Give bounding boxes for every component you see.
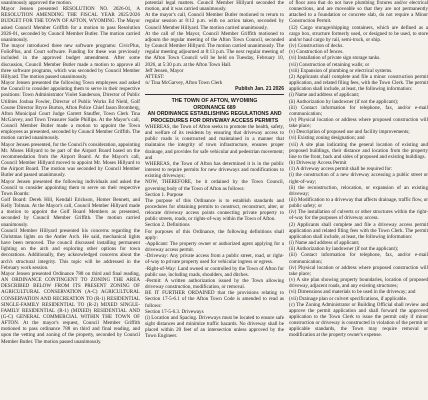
list-item: (iii) Modification to a driveway that affects drainage, traffic flow, or public safety; or	[289, 197, 428, 210]
list-item: (i) Name and address of applicant;	[289, 92, 360, 99]
paragraph: Mayor Jensen presented, for the Council's consideration, appointing Mr. Moses Hillyard to be part of the Airport Board based on the recommendation from the Airport Board. At the Mayor's call, Council Member Hillyard moved to appoint Mr. Moses Hillyard to the Airport Board. The motion was seconded by Council Member Butler and passed unanimously.	[1, 141, 140, 179]
paragraph: NOW, THEREFORE, be it ordained by the Town Council, governing body of the Town of Afton as follows:	[145, 179, 284, 192]
list-item: (vii) Construction of retaining walls; or	[289, 61, 370, 68]
notice-heading-town: THE TOWN OF AFTON, WYOMING	[171, 98, 258, 105]
paragraph: Golf Board: Derek Hill, Kendall Erickson, Homer Bennett, and Kelly Tolman. At the Mayor's call, Council Member Hillyard made a motion to appoint the Golf Board Members as presented, seconded by Council Member Griffith. The motion carried unanimously.	[1, 197, 140, 228]
list-item: (vi) Existing zoning designation; and	[289, 135, 365, 142]
column-2	[145, 0, 284, 400]
paragraph: Mayor Jensen presented Ordinance 788 on third and final reading, AN ORDINANCE CONTINGENT TO ZONING THE AREA DESCRIBED BELOW FROM ITS PRESENT ZONING OF AGRICULTURAL CONSERVATION (A-C) AGRICULTURAL CONSERVATION AND RECREATION TO (R-1) RESIDENTIAL SINGLE-FAMILY RESIDENTIAL TO (R-2) MIXED SINGLE-FAMILY RESIDENTIAL (R-1) (MIXED) RESIDENTIAL AND (G-C) GENERAL COMMERCIAL WITHIN THE TOWN OF AFTON. At the mayor's request, Council Member Griffith motioned to pass ordinance 788 on third and final reading, and upon the vetting and zoning of the property, seconded by Council Member Butler. The motion passed unanimously.	[1, 270, 140, 345]
paragraph: potential legal matters. Council Member Hillyard seconded the motion, and it was carried unanimously.	[145, 0, 284, 13]
list-item: (vii) A site plan indicating the general location of existing and proposed buildings, their distance and location from the property line to the front, back and sides of proposed and existing buildings.	[289, 141, 428, 160]
list-item: (ii) Authorization by landowner (if not the applicant);	[289, 246, 399, 253]
paragraph: (c) The Zoning Administrator or Building Official shall review and approve the permit application and shall forward the approved application to the Town Clerk to issue the permit only if minor construction or driveway is constructed in violation of the permit or applicable standards, the Town may require removal or modification at the property owner's expense.	[289, 301, 428, 339]
list-item: (v) A site plan showing property boundaries, location of proposed driveway, adjacent roads, and any existing structures;	[289, 277, 428, 290]
section-heading: Section 1. Purpose	[145, 191, 184, 198]
column-3	[289, 0, 428, 400]
attest-label: ATTEST:	[145, 73, 165, 80]
paragraph: (2) Applicants shall complete and file a minor construction permit application, and related filing fees, with the Town Clerk. The permit application shall include, at least, the following information:	[289, 73, 428, 93]
list-item: (i) Name and address of applicant;	[289, 240, 360, 247]
paragraph: WHEREAS, the Town of Afton has determined it is in the public interest to require permits for new driveways and modifications to existing driveways;	[145, 160, 284, 180]
paragraph: (2) Applicants shall complete and file a driveway access permit application and related filing fees with the Town Clerk. The permit application shall include, at least, the following information:	[289, 221, 428, 240]
paragraph: BE IT FURTHER ORDAINED that the provisions relating to Section 17-5-6.1 of the Afton Town Code is amended to read as follows:	[145, 290, 284, 309]
paragraph: WHEREAS, the Town of Afton seeks to promote the health, safety, and welfare of its residents by ensuring that driveway access to public roads is constructed and maintained in a manner that maintains the integrity of town infrastructure, ensures proper drainage, and provides for safe vehicular and pedestrian movement; and	[145, 123, 284, 161]
paragraph: At the call of the Mayor, Council Member Griffith motioned to adjourn the regular meeting of the Afton Town Council, seconded by Council Member Hillyard. The motion carried unanimously. The regular meeting adjourned at 8:13 p.m. The next regular meeting of the Afton Town Council will be held on Tuesday, February 10, 2026, at 5:30 p.m. at the Afton Town Hall.	[145, 30, 284, 68]
list-item: (iv) Construction of decks.	[289, 43, 344, 50]
list-item: (vii) Drainage plan or culvert specifications, if applicable.	[289, 295, 408, 302]
list-item: (ii) the reconstruction, relocation, or expansion of an existing driveway;	[289, 184, 428, 197]
list-item: (viii) Expansion of plumbing or electrical systems.	[289, 67, 393, 74]
list-item: (iv) Physical location or address where proposed construction will take place;	[289, 264, 428, 277]
notice-heading-title: AN ORDINANCE ESTABLISHING REGULATIONS AND PROCEDURES FOR DRIVEWAY ACCESS PERMITS	[147, 111, 282, 124]
list-item: (i) the construction of a new driveway accessing a public street or right-of-way;	[289, 172, 428, 185]
paragraph: The purpose of this Ordinance is to establish standards and procedures for obtaining permits to construct, reconstruct, alter, or relocate driveway access points connecting private property to public streets, roads, or rights-of-way within the Town of Afton.	[145, 197, 284, 223]
signature-mayor: Jeff Jensen, Mayor	[145, 67, 184, 74]
paragraph: Mayor Jensen presented RESOLUTION NO. 2026-01, A RESOLUTION AMENDING THE FISCAL YEAR 2025/2026 BUDGET FOR THE TOWN OF AFTON, WYOMING. The Mayor asked Council Member Griffith for a motion to pass Resolution 2026-01, seconded by Council Member Butler. The motion carried unanimously.	[1, 6, 140, 43]
paragraph: The mayor introduced three new software programs: CivicPlus, FolioPlus, and Court software. Funding for these was previously included in the approved budget amendment. After some discussion, Council Member Butler made a motion to approve all three software programs, which was seconded by Council Member Hillyard. The motion passed unanimously.	[1, 43, 140, 80]
section-heading: Section 2. Definitions	[145, 222, 190, 229]
list-item: (vi) Dimensions and materials to be used in the driveway; and	[289, 289, 416, 296]
paragraph: unanimously approved the motion.	[1, 0, 73, 6]
signature-clerk: /s/ Tina McGarvey, Afton Town Clerk	[145, 80, 223, 87]
paragraph: Mayor Jensen presented the following individuals and asked the Council to consider appointing them to serve on their respective Town Boards:	[1, 178, 140, 197]
list-item: (v) Construction of fences.	[289, 49, 344, 56]
paragraph: (i) Location and Spacing. Driveways must be located to ensure safe sight distances and minimize traffic hazards. No driveway shall be placed within 20 feet of an intersection unless approved by the Town Engineer.	[145, 314, 284, 340]
paragraph: Mayor Jensen presented the following Town employees and asked the Council to consider appointing them to serve in their respective positions: Town Administrator Violet Sanderson, Director of Public Utilities Joshua Fowler, Director of Public Works Ed Nield, Golf Course Director Bryce Burton, Afton Police Chief Jason Bromberg, Afton Municipal Court Judge Garrett Stauffer, Town Clerk Tina McGarvey, and Town Treasurer Sadie Phillips. At the Mayor's call, Council Member Butler made a motion to appoint the Town employees as presented, seconded by Council Member Griffith. The motion carried unanimously.	[1, 80, 140, 142]
list-item: (iii) Contact information for telephone, fax, and/or e-mail communication;	[289, 104, 428, 117]
notice-heading-ordinance: ORDINANCE 689	[193, 104, 236, 111]
list-item: (12) Cargo storage/shipping containers, which are defined as a cargo box, structure formerly used, or designed to be used, to store and/or haul cargo by rail, semi-truck, or ship.	[289, 24, 428, 43]
paragraph: Council Member Hillyard presented his concerns regarding the Christmas lights on the Antler Arch. He said, mechanical lights have been removed. The council discussed installing permanent lighting on the arch and exploring other options for town decorations. Additionally, they acknowledged concerns about the arch's structural integrity. This topic will be addressed in the February work session.	[1, 227, 140, 271]
list-item: (ii) Authorization by landowner (if not the applicant);	[289, 98, 399, 105]
column-1	[1, 0, 140, 400]
publish-date: Publish Jan. 21 2026	[235, 86, 284, 93]
list-item: (1) A driveway access permit shall be required for:	[289, 166, 393, 173]
list-item: (iv) Physical location or address where proposed construction will take place;	[289, 116, 428, 130]
paragraph: of floor area that do not have plumbing fixtures and/or electrical connections, and are moveable so that they are not permanently attached to a foundation or concrete slab, do not require a Minor Construction Permit.	[289, 0, 428, 25]
list-item: (v) Description of proposed use and facility improvements;	[289, 129, 410, 136]
definition: -Right-of-Way: Land owned or controlled by the Town of Afton for public use, including roads, shoulders, and ditches.	[145, 265, 284, 278]
section-divider	[145, 94, 284, 95]
definition: -Permit: A written authorization issued by the Town allowing driveway construction, modification, or removal.	[145, 277, 284, 291]
definition: -Driveway: Any private access from a public street, road, or right-of-way to private property used for vehicular ingress or egress.	[145, 253, 284, 266]
list-item: (iv) The installation of culverts or other structures within the right-of-way for the purposes of driveway access.	[289, 209, 428, 222]
section-heading: (b) Driveway Access Permit	[289, 160, 347, 167]
paragraph: For purposes of this Ordinance, the following definitions shall apply:	[145, 228, 284, 241]
definition: -Applicant: The property owner or authorized agent applying for a driveway access permit.	[145, 240, 284, 254]
list-item: (vi) Installation of private sign storage tanks.	[289, 55, 381, 62]
paragraph: At the mayor's call, Council Member Butler motioned to return to regular session at 8:12 p.m. with no action taken, seconded by Council Member Hillyard. The motion carried unanimously.	[145, 12, 284, 31]
section-heading: Section 17-5-6.3. Driveways	[145, 308, 204, 315]
list-item: (iii) Contact information for telephone, fax, and/or e-mail communication;	[289, 252, 428, 265]
